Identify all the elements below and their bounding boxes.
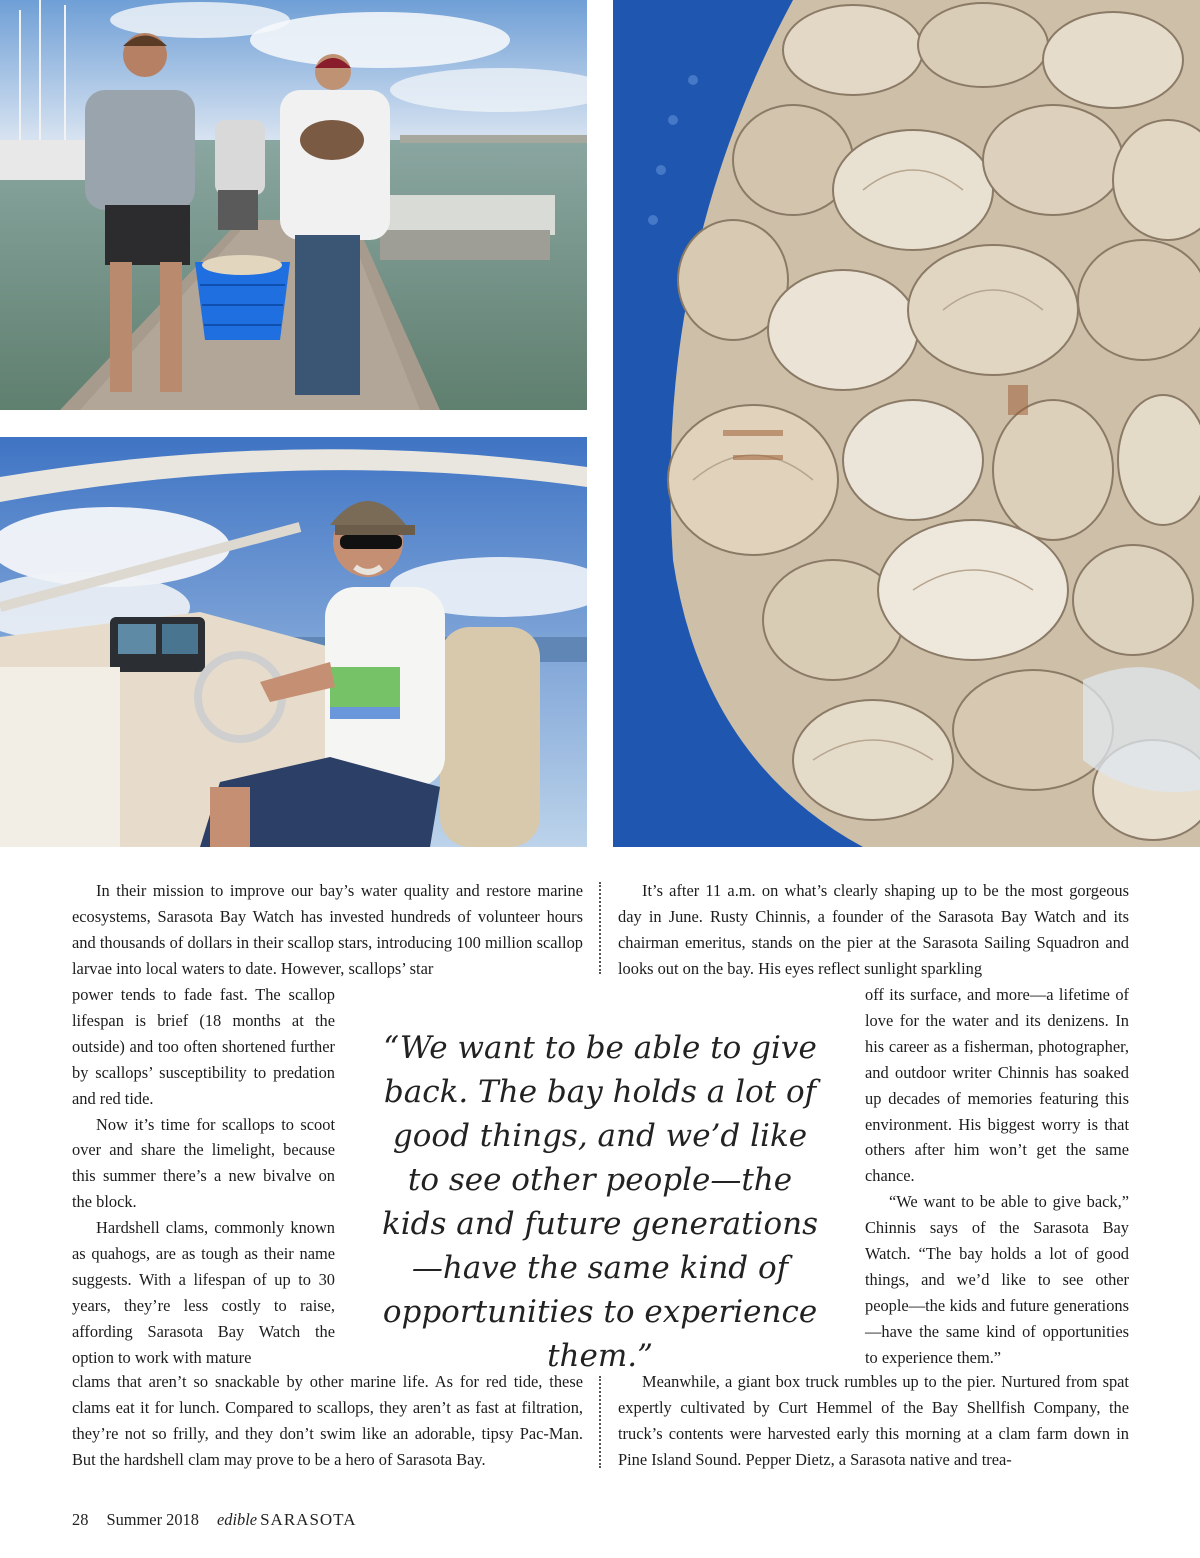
brand-sarasota: SARASOTA [260,1510,357,1529]
brand-edible: edible [217,1510,258,1529]
page-footer [72,1510,370,1530]
article-left-top [72,878,583,982]
article-left-mid [72,982,335,1371]
article-right-bottom [618,1369,1129,1473]
article-left-bottom [72,1369,583,1473]
photo-boat-illustration [0,437,587,847]
paragraph-clams-hero: clams that aren’t so snackable by other marine life. As for red tide, these clams eat it for lunch. Compared to scallops, they aren’t as fast at filtration, they’re not so frilly, and they don’t swim like an adorable, tipsy Pac-Man. But the hardshell clam may prove to be a hero of Sarasota Bay. [72,1372,583,1469]
paragraph-new-bivalve: Now it’s time for scallops to scoot over and share the limelight, because this summer there’s a new bivalve on the block. [72,1114,335,1212]
paragraph-scallop-lifespan: power tends to fade fast. The scallop lifespan is brief (18 months at the outside) and too often shortened further by scallops’ susceptibility to predation and red tide. [72,985,335,1108]
pull-quote: “We want to be able to give back. The bay holds a lot of good things, and we’d like to see other people—the kids and future generations—have the same kind of opportunities to experience them.” [381,1030,819,1374]
column-divider-bottom [599,1376,601,1468]
paragraph-box-truck: Meanwhile, a giant box truck rumbles up to the pier. Nurtured from spat expertly cultivated by Curt Hemmel of the Bay Shellfish Company, the truck’s contents were harvested early this morning at a clam farm down in Pine Island Sound. Pepper Dietz, a Sarasota native and trea- [618,1372,1129,1469]
paragraph-quote: “We want to be able to give back,” Chinnis says of the Sarasota Bay Watch. “The bay holds a lot of good things, and we’d like to see other people—the kids and future generations—have the same kind of opportunities to experience them.” [865,1192,1129,1367]
paragraph-hardshell-clams: Hardshell clams, commonly known as quahogs, are as tough as their name suggests. With a lifespan of up to 30 years, they’re less costly to raise, affording Sarasota Bay Watch the option to work with mature [72,1218,335,1367]
article-right-mid [865,982,1129,1371]
page-number: 28 [72,1510,89,1529]
photo-clams-illustration [613,0,1200,847]
paragraph-rusty-chinnis: It’s after 11 a.m. on what’s clearly shaping up to be the most gorgeous day in June. Rusty Chinnis, a founder of the Sarasota Bay Watch and its chairman emeritus, stands on the pier at the Sarasota Sailing Squadron and looks out on the bay. His eyes reflect sunlight sparkling [618,881,1129,978]
paragraph-lifetime-love: off its surface, and more—a lifetime of love for the water and its denizens. In his career as a fisherman, photographer, and outdoor writer Chinnis has soaked up decades of memories featuring this environment. His biggest worry is that others after him won’t get the same chance. [865,985,1129,1186]
photo-clams-basket [613,0,1200,847]
issue-date: Summer 2018 [106,1510,199,1529]
photo-dock-illustration [0,0,587,410]
paragraph-intro: In their mission to improve our bay’s water quality and restore marine ecosystems, Sarasota Bay Watch has invested hundreds of volunteer hours and thousands of dollars in their scallop stars, introducing 100 million scallop larvae into local waters to date. However, scallops’ star [72,881,583,978]
column-divider-top [599,882,601,974]
photo-dock-walk [0,0,587,410]
photo-boat-captain [0,437,587,847]
article-right-top [618,878,1129,982]
